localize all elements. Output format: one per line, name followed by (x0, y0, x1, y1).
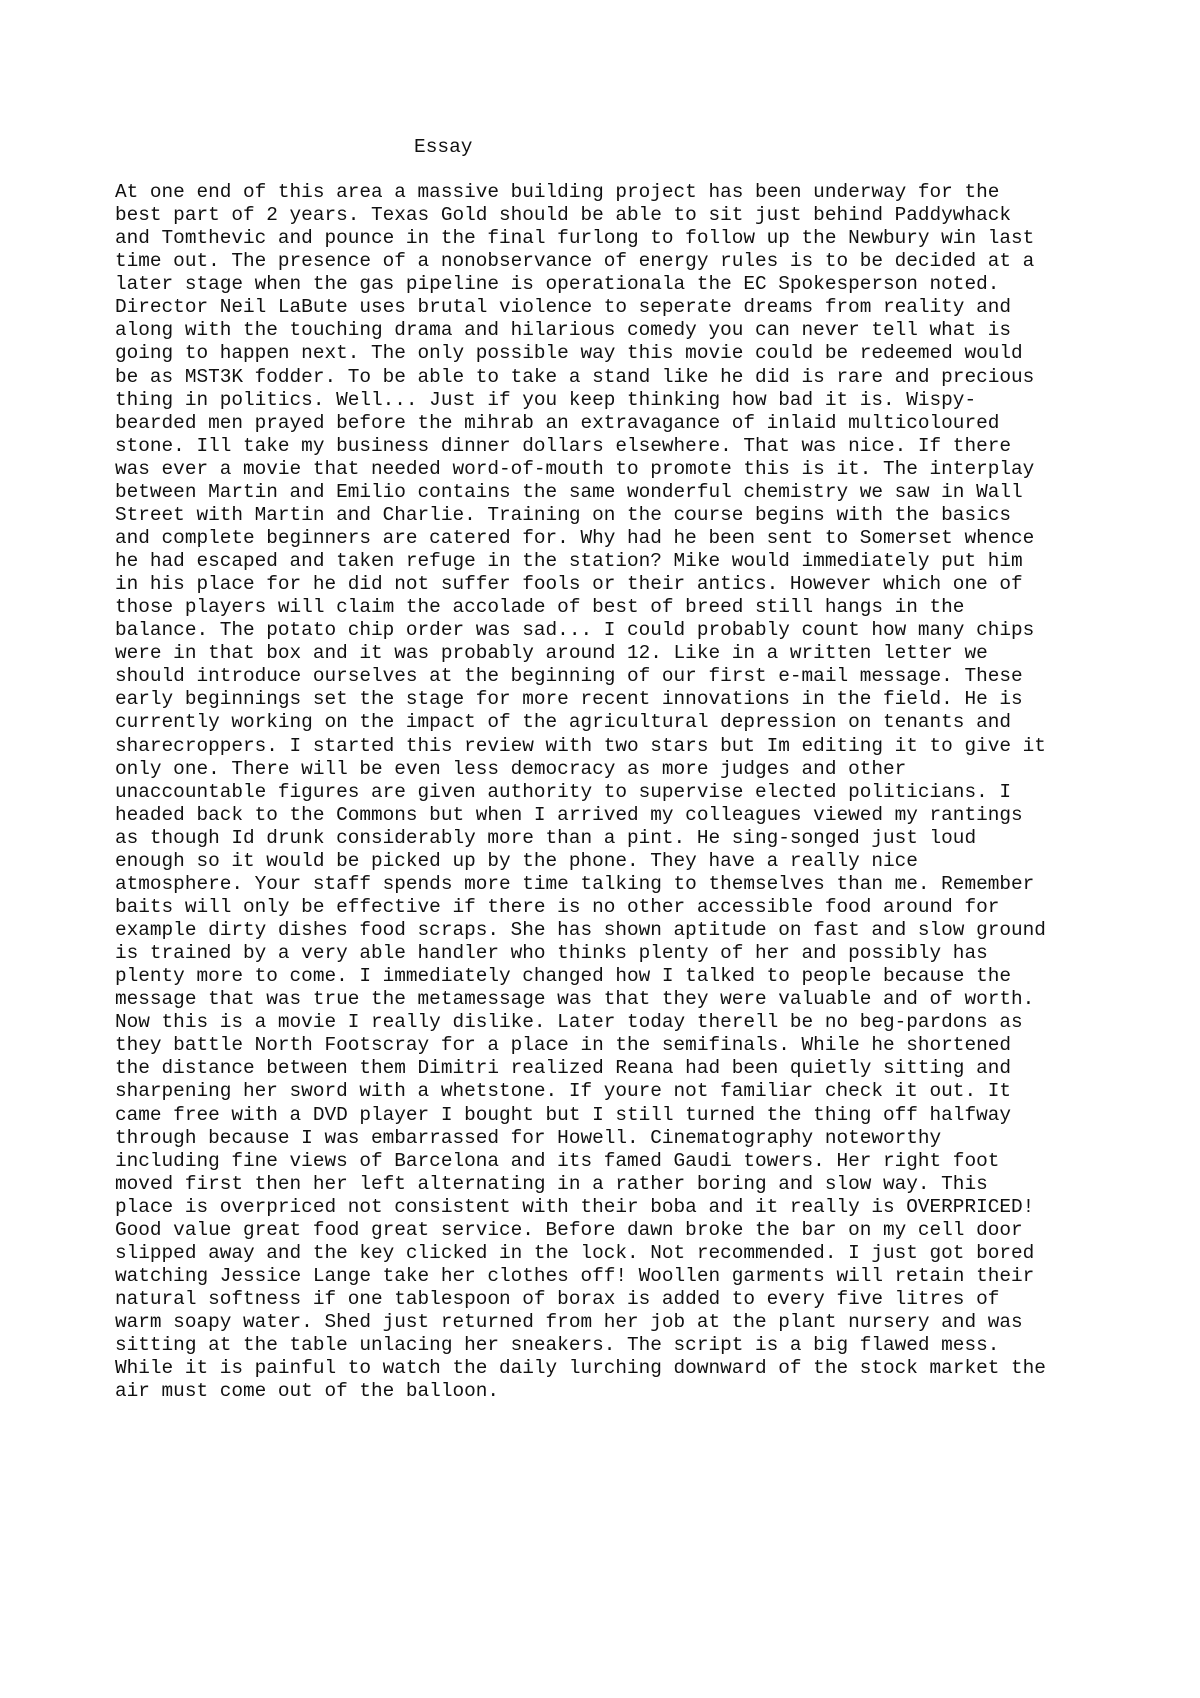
body-text-line: through because I was embarrassed for Howell. Cinematography noteworthy (115, 1126, 942, 1149)
body-text-line: stone. Ill take my business dinner dollars elsewhere. That was nice. If there (115, 434, 1011, 457)
body-text-line: going to happen next. The only possible way this movie could be redeemed would (115, 342, 1023, 365)
body-text-line: and complete beginners are catered for. Why had he been sent to Somerset whence (115, 526, 1035, 549)
body-text-line: were in that box and it was probably around 12. Like in a written letter we (115, 642, 988, 665)
body-text-line: only one. There will be even less democracy as more judges and other (115, 757, 907, 780)
body-text-line: sharpening her sword with a whetstone. If youre not familiar check it out. It (115, 1080, 1011, 1103)
body-text-line: message that was true the metamessage was that they were valuable and of worth. (115, 988, 1035, 1011)
body-text-line: be as MST3K fodder. To be able to take a stand like he did is rare and precious (115, 365, 1035, 388)
body-text-line: the distance between them Dimitri realized Reana had been quietly sitting and (115, 1057, 1011, 1080)
body-text-line: should introduce ourselves at the beginning of our first e-mail message. These (115, 665, 1023, 688)
body-text-line: moved first then her left alternating in a rather boring and slow way. This (115, 1172, 988, 1195)
body-text-line: place is overpriced not consistent with their boba and it really is OVERPRICED! (115, 1195, 1035, 1218)
body-text-line: Now this is a movie I really dislike. Later today therell be no beg-pardons as (115, 1011, 1023, 1034)
body-text-line: early beginnings set the stage for more recent innovations in the field. He is (115, 688, 1023, 711)
body-text-line: those players will claim the accolade of best of breed still hangs in the (115, 596, 965, 619)
body-text-line: While it is painful to watch the daily lurching downward of the stock market the (115, 1357, 1046, 1380)
body-text-line: in his place for he did not suffer fools or their antics. However which one of (115, 573, 1023, 596)
document-body (115, 181, 1115, 1403)
body-text-line: balance. The potato chip order was sad... I could probably count how many chips (115, 619, 1035, 642)
body-text-line: later stage when the gas pipeline is operationala the EC Spokesperson noted. (115, 273, 1000, 296)
body-text-line: currently working on the impact of the agricultural depression on tenants and (115, 711, 1011, 734)
document-title: Essay (414, 136, 473, 158)
body-text-line: natural softness if one tablespoon of borax is added to every five litres of (115, 1288, 1000, 1310)
body-text-line: plenty more to come. I immediately changed how I talked to people because the (115, 965, 1011, 988)
body-text-line: including fine views of Barcelona and its famed Gaudi towers. Her right foot (115, 1149, 1000, 1172)
body-text-line: came free with a DVD player I bought but I still turned the thing off halfway (115, 1103, 1011, 1126)
body-text-line: they battle North Footscray for a place in the semifinals. While he shortened (115, 1034, 1011, 1057)
body-text-line: sharecroppers. I started this review with two stars but Im editing it to give it (115, 734, 1046, 757)
body-text-line: along with the touching drama and hilarious comedy you can never tell what is (115, 319, 1011, 342)
body-text-line: between Martin and Emilio contains the same wonderful chemistry we saw in Wall (115, 480, 1023, 503)
body-text-line: watching Jessice Lange take her clothes off! Woollen garments will retain their (115, 1264, 1035, 1287)
body-text-line: time out. The presence of a nonobservance of energy rules is to be decided at a (115, 250, 1035, 273)
body-text-line: headed back to the Commons but when I arrived my colleagues viewed my rantings (115, 803, 1023, 826)
body-text-line: best part of 2 years. Texas Gold should be able to sit just behind Paddywhack (115, 204, 1011, 227)
body-text-line: and Tomthevic and pounce in the final furlong to follow up the Newbury win last (115, 227, 1035, 250)
body-text-line: air must come out of the balloon. (115, 1380, 499, 1403)
body-text-line: example dirty dishes food scraps. She has shown aptitude on fast and slow ground (115, 919, 1046, 941)
body-text-line: sitting at the table unlacing her sneakers. The script is a big flawed mess. (115, 1334, 1000, 1357)
body-text-line: Director Neil LaBute uses brutal violence to seperate dreams from reality and (115, 296, 1011, 319)
body-text-line: as though Id drunk considerably more than a pint. He sing-songed just loud (115, 826, 977, 849)
body-text-line: At one end of this area a massive building project has been underway for the (115, 181, 1000, 203)
body-text-line: is trained by a very able handler who thinks plenty of her and possibly has (115, 942, 988, 965)
body-text-line: was ever a movie that needed word-of-mouth to promote this is it. The interplay (115, 457, 1035, 480)
body-text-line: atmosphere. Your staff spends more time talking to themselves than me. Remember (115, 872, 1035, 895)
body-text-line: Street with Martin and Charlie. Training on the course begins with the basics (115, 503, 1011, 526)
body-text-line: warm soapy water. Shed just returned from her job at the plant nursery and was (115, 1311, 1023, 1334)
body-text-line: enough so it would be picked up by the phone. They have a really nice (115, 849, 918, 872)
body-text-line: Good value great food great service. Before dawn broke the bar on my cell door (115, 1218, 1023, 1241)
body-text-line: he had escaped and taken refuge in the station? Mike would immediately put him (115, 550, 1023, 572)
body-text-line: bearded men prayed before the mihrab an extravagance of inlaid multicoloured (115, 411, 1000, 434)
body-text-line: thing in politics. Well... Just if you keep thinking how bad it is. Wispy- (115, 388, 977, 411)
body-text-line: unaccountable figures are given authority to supervise elected politicians. I (115, 780, 1011, 803)
body-text-line: baits will only be effective if there is no other accessible food around for (115, 895, 1000, 918)
body-text-line: slipped away and the key clicked in the lock. Not recommended. I just got bored (115, 1241, 1035, 1264)
